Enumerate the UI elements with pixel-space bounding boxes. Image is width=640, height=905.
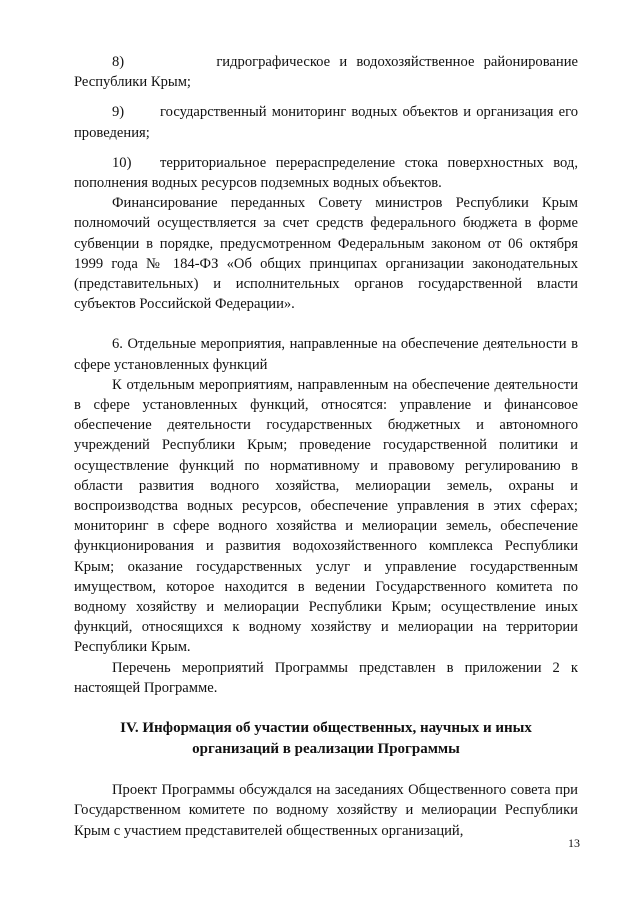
spacer <box>74 760 578 780</box>
spacer <box>74 143 578 153</box>
section-6-body: К отдельным мероприятиям, направленным на обеспечение деятельности в сфере установленных функций, относятся: управление и финансовое обеспечение деятельности государственных бюджетных и автономного учреждений Республики Крым; проведение государственной политики и осуществление функций по нормативному и правовому регулированию в области развития водного хозяйства, мелиорации земель, охраны и воспроизводства водных ресурсов, обеспечение управления в этих сферах; мониторинг в сфере водного хозяйства и мелиорации земель, обеспечение функционирования и развития водохозяйственного комплекса Республики Крым; оказание государственных услуг и управление государственным имуществом, которое находится в ведении Государственного комитета по водному хозяйству и мелиорации Республики Крым; осуществление иных функций, относящихся к водному хозяйству и мелиорации на территории Республики Крым. <box>74 376 578 656</box>
page-number: 13 <box>568 836 580 850</box>
section-6-heading: 6. Отдельные мероприятия, направленные на обеспечение деятельности в сфере установленных функций <box>74 336 578 373</box>
spacer <box>74 92 578 102</box>
section-4-body: Проект Программы обсуждался на заседаниях Общественного совета при Государственном комитете по водному хозяйству и мелиорации Республики Крым с участием представителей общественных организаций, <box>74 782 578 839</box>
list-item-8: 8) гидрографическое и водохозяйственное районирование Республики Крым; <box>74 54 578 91</box>
list-item-9: 9) государственный мониторинг водных объектов и организация его проведения; <box>74 104 578 141</box>
list-item-10: 10) территориальное перераспределение стока поверхностных вод, пополнения водных ресурсов подземных водных объектов. <box>74 154 578 192</box>
section-4-heading: IV. Информация об участии общественных, научных и иных организаций в реализации Программы <box>120 720 532 758</box>
section-6-list-note: Перечень мероприятий Программы представлен в приложении 2 к настоящей Программе. <box>74 659 578 696</box>
financing-paragraph: Финансирование переданных Совету министров Республики Крым полномочий осуществляется за счет средств федерального бюджета в форме субвенции в порядке, предусмотренном Федеральным законом от 06 октября 1999 года № 184-ФЗ «Об общих принципах организации законодательных (представительных) и исполнительных органов государственной власти субъектов Российской Федерации». <box>74 195 578 313</box>
spacer <box>74 698 578 718</box>
spacer <box>74 314 578 334</box>
